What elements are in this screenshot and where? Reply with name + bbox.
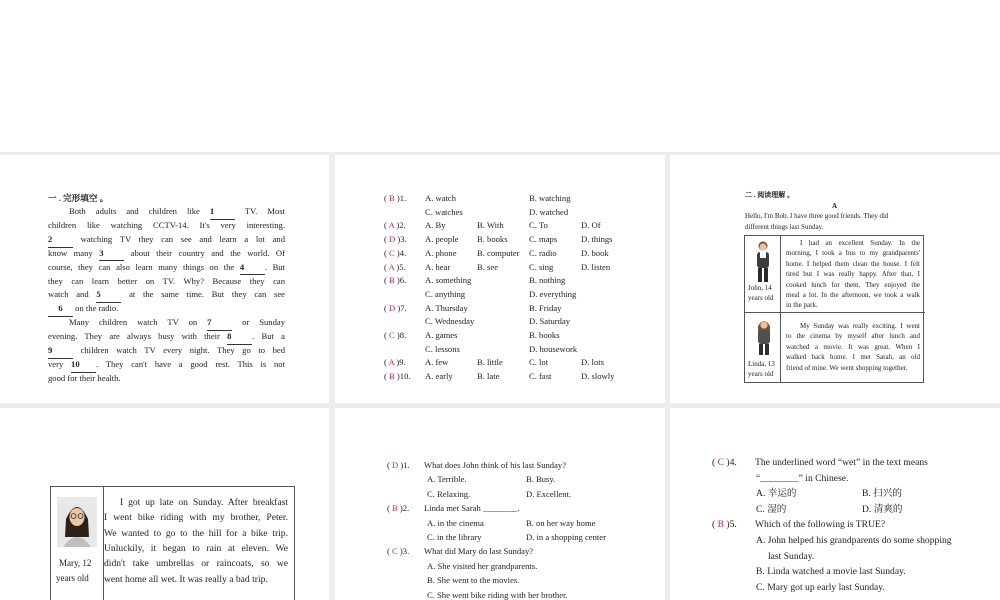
mary-text-line: I got up late on Sunday. After breakfast bbox=[120, 497, 288, 508]
mary-text-line: went home all wet. It was really a bad trip. bbox=[104, 573, 268, 585]
answer-slot-3 bbox=[387, 545, 409, 559]
answer-letter: D bbox=[389, 234, 396, 245]
passage-text: very bbox=[48, 358, 72, 369]
paren-open: ( bbox=[712, 457, 718, 468]
paren-close: ) bbox=[394, 261, 400, 272]
linda-text-line: My Sunday was really exciting. I went bbox=[800, 322, 920, 330]
paren-close: ) bbox=[394, 357, 400, 368]
option: B. little bbox=[477, 357, 503, 368]
number-dot: . bbox=[734, 519, 737, 531]
passage-text: children watch TV every night. They go to bed bbox=[73, 345, 285, 355]
question-number: 2 bbox=[399, 220, 404, 231]
question-number: 9 bbox=[399, 357, 404, 368]
option: B. She went to the movies. bbox=[427, 575, 520, 586]
passage-line bbox=[48, 275, 285, 289]
option: D. Saturday bbox=[529, 316, 571, 327]
answer-slot-5 bbox=[384, 261, 406, 275]
option: C. watches bbox=[425, 206, 463, 217]
paren-close: ) bbox=[395, 302, 401, 313]
passage-text: evening. They are always busy with their bbox=[48, 331, 228, 342]
paren-close: ) bbox=[394, 247, 400, 258]
option: C. To bbox=[529, 220, 548, 231]
option: C. lessons bbox=[425, 343, 460, 354]
section-label: A bbox=[832, 202, 838, 210]
answer-slot-8 bbox=[384, 329, 406, 343]
option: A. people bbox=[425, 234, 459, 245]
mary-card bbox=[50, 486, 295, 600]
option: A. 幸运的 bbox=[756, 488, 797, 500]
passage-text: watching TV they can see and learn a lot and bbox=[73, 233, 285, 244]
passage-line bbox=[48, 233, 285, 247]
paren-close: ) bbox=[394, 275, 400, 286]
question-number: 10 bbox=[399, 371, 409, 382]
answer-letter: B bbox=[389, 275, 395, 286]
number-dot: . bbox=[404, 302, 407, 313]
blank-top-area bbox=[0, 0, 1000, 152]
paren-close: ) bbox=[724, 457, 730, 468]
passage-text: know many bbox=[48, 247, 100, 258]
passage-text: TV. Most bbox=[234, 206, 285, 216]
option: C. lot bbox=[529, 357, 549, 368]
option: A. Thursday bbox=[425, 302, 468, 313]
passage-text: about their country and the world. Of bbox=[124, 247, 285, 258]
mary-caption-2: years old bbox=[56, 573, 89, 583]
answer-slot-3 bbox=[384, 233, 407, 247]
passage-text: children like watching CCTV-14. It's very interesting. bbox=[48, 219, 285, 230]
option: D. everything bbox=[529, 288, 577, 299]
answer-letter: D bbox=[389, 302, 396, 313]
answer-letter: A bbox=[388, 357, 395, 368]
mary-text-line: We wanted to go to the hill for a bike trip. bbox=[104, 527, 288, 539]
option: D. 清爽的 bbox=[862, 503, 903, 515]
paren-open: ( bbox=[384, 330, 390, 340]
option: C. She went bike riding with her brother. bbox=[427, 589, 568, 600]
paren-close: ) bbox=[724, 519, 730, 531]
option: D. book bbox=[581, 247, 609, 258]
linda-text-line: friend of mine. We went shopping together. bbox=[786, 363, 908, 372]
blank-3: 3 bbox=[99, 247, 124, 262]
reading-passage-panel bbox=[670, 155, 1000, 403]
blank-9: 9 bbox=[48, 344, 73, 359]
blank-5: 5 bbox=[96, 288, 121, 303]
john-caption-1: John, 14 bbox=[748, 284, 772, 292]
mary-text-line: didn't take umbrellas or raincoats, so we bbox=[104, 558, 288, 570]
option: B. books bbox=[477, 234, 508, 245]
paren-open: ( bbox=[387, 503, 393, 514]
option: A. phone bbox=[425, 247, 457, 258]
number-dot: . bbox=[407, 460, 410, 470]
john-text-line: morning, I took a bus to my grandparents' bbox=[786, 249, 920, 258]
number-dot: . bbox=[404, 193, 407, 203]
question-number: 7 bbox=[400, 302, 405, 313]
reading-questions-panel-2 bbox=[670, 408, 1000, 600]
option: C. radio bbox=[529, 247, 557, 258]
paren-open: ( bbox=[384, 193, 390, 203]
number-dot: . bbox=[407, 503, 410, 514]
option: C. Mary got up early last Sunday. bbox=[756, 581, 885, 593]
answer-letter: A bbox=[388, 220, 395, 231]
answer-letter: B bbox=[389, 193, 395, 203]
question-number: 3 bbox=[402, 546, 408, 557]
intro-line-2: different things last Sunday. bbox=[745, 223, 824, 231]
passage-text: good for their health. bbox=[48, 372, 121, 383]
passage-line bbox=[48, 344, 285, 358]
linda-avatar bbox=[753, 317, 775, 357]
passage-line bbox=[48, 247, 285, 261]
passage-line bbox=[48, 302, 285, 316]
number-dot: . bbox=[404, 247, 407, 258]
answer-slot-6 bbox=[384, 274, 406, 288]
passage-line bbox=[48, 372, 285, 386]
mary-caption-1: Mary, 12 bbox=[59, 558, 92, 568]
paren-close: ) bbox=[397, 546, 403, 557]
answer-slot-5 bbox=[712, 518, 737, 532]
john-text-cell bbox=[781, 236, 925, 313]
paren-close: ) bbox=[397, 503, 403, 514]
option: B. 扫兴的 bbox=[862, 488, 902, 500]
passage-text: they can learn better on TV. Why? Because they can bbox=[48, 275, 285, 286]
passage-text: watch and bbox=[48, 289, 97, 300]
passage-line bbox=[48, 358, 285, 372]
paren-open: ( bbox=[384, 247, 390, 258]
answer-slot-4 bbox=[384, 247, 406, 261]
blank-8: 8 bbox=[227, 330, 252, 345]
cloze-passage-panel bbox=[0, 155, 329, 403]
option: A. few bbox=[425, 357, 449, 368]
option: B. Friday bbox=[529, 302, 562, 313]
question-text: What does John think of his last Sunday? bbox=[424, 460, 567, 470]
question-number: 6 bbox=[399, 275, 405, 286]
blank-4: 4 bbox=[240, 261, 265, 276]
passage-line bbox=[48, 219, 285, 233]
paren-open: ( bbox=[384, 234, 390, 245]
option: A. By bbox=[425, 220, 446, 231]
john-text-line: in the park. bbox=[786, 301, 818, 310]
question-text: Linda met Sarah ________. bbox=[424, 503, 520, 514]
passage-line bbox=[48, 330, 285, 344]
number-dot: . bbox=[403, 357, 406, 368]
mary-text-line: I went bike riding with my brother, Peter. bbox=[104, 512, 288, 524]
paren-close: ) bbox=[395, 234, 401, 245]
option: B. on her way home bbox=[526, 517, 596, 528]
passage-text: Both adults and children like bbox=[69, 206, 210, 216]
question-number: 5 bbox=[729, 519, 735, 531]
number-dot: . bbox=[403, 261, 406, 272]
mary-text-line: Unluckily, it began to rain at eleven. We bbox=[104, 542, 288, 554]
reading-heading: 二 . 阅读理解 。 bbox=[745, 191, 794, 199]
answer-slot-1 bbox=[387, 459, 410, 473]
option: B. With bbox=[477, 220, 504, 231]
john-caption-2: years old bbox=[748, 294, 774, 302]
paren-open: ( bbox=[387, 460, 393, 470]
question-number: 8 bbox=[399, 330, 405, 340]
answer-letter: A bbox=[388, 261, 395, 272]
john-photo-cell bbox=[745, 236, 781, 313]
answer-letter: B bbox=[392, 503, 398, 514]
option: C. Wednesday bbox=[425, 316, 475, 327]
paren-open: ( bbox=[384, 357, 389, 368]
linda-text-line: to the cinema by myself after lunch and bbox=[786, 332, 920, 341]
answer-letter: B bbox=[717, 519, 724, 531]
answer-letter: C bbox=[389, 330, 395, 340]
john-text-line: I had an excellent Sunday. In the bbox=[800, 239, 920, 247]
passage-text: . But bbox=[264, 261, 285, 272]
number-dot: . bbox=[403, 220, 406, 231]
mary-avatar bbox=[57, 497, 97, 547]
answer-slot-1 bbox=[384, 192, 406, 206]
paren-open: ( bbox=[384, 261, 389, 272]
question-text: Which of the following is TRUE? bbox=[755, 519, 886, 531]
linda-text-cell bbox=[781, 313, 925, 383]
option: D. Of bbox=[581, 220, 601, 231]
question-number: 1 bbox=[399, 193, 405, 203]
passage-line bbox=[48, 261, 285, 275]
option: A. hear bbox=[425, 261, 451, 272]
question-number: 1 bbox=[403, 460, 408, 470]
option: B. Busy. bbox=[526, 474, 556, 485]
option: A. early bbox=[425, 371, 453, 382]
option: C. Relaxing. bbox=[427, 488, 471, 499]
answer-slot-4 bbox=[712, 456, 737, 470]
option: A. John helped his grandparents do some shopping bbox=[756, 535, 952, 546]
answer-slot-2 bbox=[387, 502, 409, 516]
answer-letter: B bbox=[389, 371, 395, 382]
passage-text: . But a bbox=[252, 331, 285, 342]
paren-open: ( bbox=[384, 371, 390, 382]
mary-text-cell bbox=[104, 487, 296, 600]
option: D. housework bbox=[529, 343, 578, 354]
linda-text-line: walked back home. I met Sarah, an old bbox=[786, 353, 920, 362]
option: C. fast bbox=[529, 371, 552, 382]
john-avatar bbox=[752, 240, 774, 284]
question-text: What did Mary do last Sunday? bbox=[424, 546, 534, 557]
blank-6: 6 bbox=[48, 302, 73, 317]
passage-line bbox=[69, 205, 285, 219]
option: C. anything bbox=[425, 288, 466, 299]
john-text-line: home. I helped them clean the house. I felt bbox=[786, 259, 920, 268]
passage-text: . They can't have a good rest. This is not bbox=[96, 358, 285, 369]
reading-questions-panel bbox=[335, 408, 665, 600]
paren-close: ) bbox=[398, 460, 404, 470]
paren-open: ( bbox=[387, 546, 393, 557]
linda-caption-2: years old bbox=[748, 370, 774, 378]
blank-2: 2 bbox=[48, 233, 73, 248]
option: A. something bbox=[425, 275, 472, 286]
intro-line-1: Hello, I'm Bob. I have three good friends. They did bbox=[745, 212, 889, 220]
passage-text: or Sunday bbox=[232, 317, 285, 328]
option: B. Linda watched a movie last Sunday. bbox=[756, 566, 906, 578]
passage-text: at the same time. But they can see bbox=[121, 289, 285, 300]
linda-photo-cell bbox=[745, 313, 781, 383]
mary-passage-panel bbox=[0, 408, 329, 600]
john-text-line: tired but I was really happy. After that, I bbox=[786, 270, 920, 279]
option: B. books bbox=[529, 330, 560, 340]
john-text-line: meal a lot. In the afternoon, we took a walk bbox=[786, 291, 920, 299]
passage-text: course, they can also learn many things on the bbox=[48, 261, 240, 272]
number-dot: . bbox=[404, 330, 407, 340]
option: D. watched bbox=[529, 206, 569, 217]
linda-caption-1: Linda, 13 bbox=[748, 360, 775, 368]
option: A. Terrible. bbox=[427, 474, 467, 485]
passage-line bbox=[48, 288, 285, 302]
option: C. sing bbox=[529, 261, 554, 272]
option: B. see bbox=[477, 261, 499, 272]
option: last Sunday. bbox=[768, 550, 815, 562]
number-dot: . bbox=[404, 275, 407, 286]
paren-close: ) bbox=[394, 371, 400, 382]
option: D. listen bbox=[581, 261, 611, 272]
passage-text: on the radio. bbox=[73, 303, 119, 314]
question-number: 3 bbox=[400, 234, 405, 245]
question-number: 4 bbox=[399, 247, 405, 258]
option: A. in the cinema bbox=[427, 517, 484, 528]
question-number: 4 bbox=[729, 457, 735, 468]
number-dot: . bbox=[404, 234, 407, 245]
cloze-heading: 一 . 完形填空 。 bbox=[48, 193, 109, 203]
option: A. games bbox=[425, 330, 458, 340]
option: C. 湿的 bbox=[756, 503, 787, 515]
paren-open: ( bbox=[384, 220, 389, 231]
paren-open: ( bbox=[384, 302, 390, 313]
answer-slot-7 bbox=[384, 302, 407, 316]
option: “________” in Chinese. bbox=[756, 472, 849, 484]
answer-letter: C bbox=[389, 247, 395, 258]
answer-slot-10 bbox=[384, 370, 411, 384]
passage-text: Many children watch TV on bbox=[69, 317, 208, 328]
linda-text-line: watched a movie. It was great. When I bbox=[786, 342, 920, 351]
option: C. maps bbox=[529, 234, 558, 245]
john-card bbox=[744, 235, 924, 383]
answer-slot-2 bbox=[384, 219, 406, 233]
number-dot: . bbox=[407, 546, 410, 557]
blank-7: 7 bbox=[207, 316, 232, 331]
paren-open: ( bbox=[384, 275, 390, 286]
blank-10: 10 bbox=[71, 358, 96, 373]
mary-photo-cell bbox=[51, 487, 104, 600]
paren-open: ( bbox=[712, 519, 718, 531]
option: A. watch bbox=[425, 193, 457, 203]
paren-close: ) bbox=[394, 220, 400, 231]
answer-letter: C bbox=[717, 457, 724, 468]
option: D. Excellent. bbox=[526, 488, 572, 499]
option: B. watching bbox=[529, 193, 571, 203]
option: B. computer bbox=[477, 247, 520, 258]
paren-close: ) bbox=[394, 193, 400, 203]
option: D. lots bbox=[581, 357, 604, 368]
question-number: 2 bbox=[402, 503, 408, 514]
option: D. things bbox=[581, 234, 613, 245]
cloze-answers-panel bbox=[335, 155, 665, 403]
john-text-line: cooked lunch for them. They enjoyed the bbox=[786, 280, 920, 289]
answer-letter: C bbox=[392, 546, 398, 557]
option: A. She visited her grandparents. bbox=[427, 560, 538, 571]
question-number: 5 bbox=[399, 261, 404, 272]
option: D. slowly bbox=[581, 371, 615, 382]
answer-letter: D bbox=[392, 460, 399, 470]
passage-line bbox=[69, 316, 285, 330]
number-dot: . bbox=[408, 371, 411, 382]
option: D. in a shopping center bbox=[526, 532, 606, 542]
number-dot: . bbox=[734, 457, 737, 468]
option: B. nothing bbox=[529, 275, 566, 286]
blank-1: 1 bbox=[210, 205, 235, 220]
option: C. in the library bbox=[427, 532, 482, 542]
paren-close: ) bbox=[394, 330, 400, 340]
answer-slot-9 bbox=[384, 356, 406, 370]
question-text: The underlined word “wet” in the text means bbox=[755, 457, 928, 468]
option: B. late bbox=[477, 371, 500, 382]
